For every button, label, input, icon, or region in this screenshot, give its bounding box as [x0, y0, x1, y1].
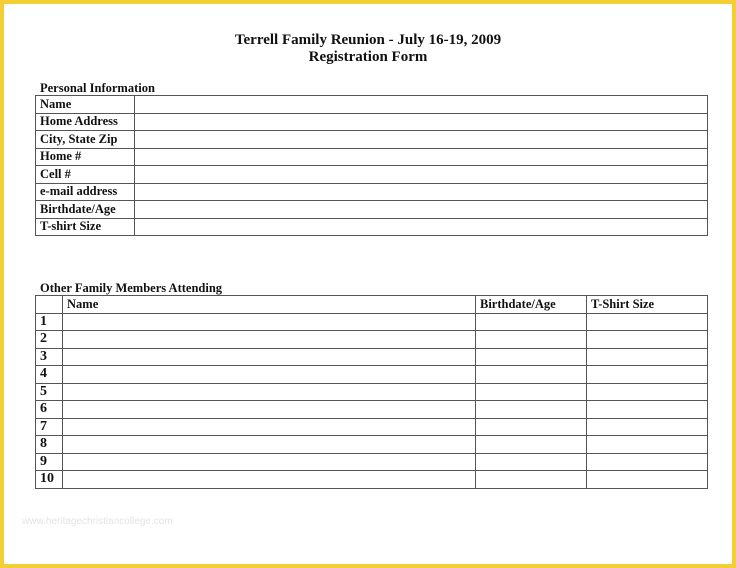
- column-header: Birthdate/Age: [476, 296, 587, 314]
- column-header: T-Shirt Size: [587, 296, 708, 314]
- tshirt-cell[interactable]: [587, 436, 708, 454]
- tshirt-cell[interactable]: [587, 418, 708, 436]
- watermark: www.heritagechristiancollege.com: [22, 516, 173, 527]
- form-title: [0, 32, 736, 66]
- table-header-row: [36, 296, 708, 314]
- row-number: 6: [36, 401, 63, 419]
- table-row: [36, 453, 708, 471]
- personal-row: [36, 131, 708, 149]
- field-input-cell[interactable]: [135, 131, 708, 149]
- name-cell[interactable]: [63, 331, 476, 349]
- field-input-cell[interactable]: [135, 96, 708, 114]
- field-input-cell[interactable]: [135, 218, 708, 236]
- birthdate-cell[interactable]: [476, 366, 587, 384]
- field-label: Home #: [36, 148, 135, 166]
- row-number: 10: [36, 471, 63, 489]
- birthdate-cell[interactable]: [476, 436, 587, 454]
- row-number: 4: [36, 366, 63, 384]
- personal-row: [36, 96, 708, 114]
- name-cell[interactable]: [63, 313, 476, 331]
- column-header: Name: [63, 296, 476, 314]
- title-line-2: Registration Form: [308, 49, 428, 65]
- family-section-label: Other Family Members Attending: [40, 281, 223, 295]
- table-row: [36, 401, 708, 419]
- table-row: [36, 436, 708, 454]
- tshirt-cell[interactable]: [587, 366, 708, 384]
- field-label: Cell #: [36, 166, 135, 184]
- name-cell[interactable]: [63, 383, 476, 401]
- field-label: e-mail address: [36, 183, 135, 201]
- tshirt-cell[interactable]: [587, 331, 708, 349]
- field-label: Birthdate/Age: [36, 201, 135, 219]
- table-row: [36, 348, 708, 366]
- field-label: Home Address: [36, 113, 135, 131]
- name-cell[interactable]: [63, 436, 476, 454]
- table-row: [36, 418, 708, 436]
- field-input-cell[interactable]: [135, 148, 708, 166]
- row-number: 8: [36, 436, 63, 454]
- birthdate-cell[interactable]: [476, 313, 587, 331]
- field-label: T-shirt Size: [36, 218, 135, 236]
- personal-row: [36, 113, 708, 131]
- personal-row: [36, 183, 708, 201]
- birthdate-cell[interactable]: [476, 348, 587, 366]
- name-cell[interactable]: [63, 418, 476, 436]
- field-input-cell[interactable]: [135, 201, 708, 219]
- table-row: [36, 383, 708, 401]
- personal-section-label: Personal Information: [40, 81, 155, 95]
- title-line-1: Terrell Family Reunion - July 16-19, 2009: [234, 32, 502, 48]
- name-cell[interactable]: [63, 366, 476, 384]
- birthdate-cell[interactable]: [476, 471, 587, 489]
- family-members-table: [35, 295, 708, 489]
- tshirt-cell[interactable]: [587, 313, 708, 331]
- birthdate-cell[interactable]: [476, 418, 587, 436]
- field-input-cell[interactable]: [135, 183, 708, 201]
- row-number: 7: [36, 418, 63, 436]
- birthdate-cell[interactable]: [476, 331, 587, 349]
- name-cell[interactable]: [63, 471, 476, 489]
- field-label: Name: [36, 96, 135, 114]
- tshirt-cell[interactable]: [587, 453, 708, 471]
- row-number: 5: [36, 383, 63, 401]
- birthdate-cell[interactable]: [476, 401, 587, 419]
- personal-row: [36, 148, 708, 166]
- name-cell[interactable]: [63, 401, 476, 419]
- tshirt-cell[interactable]: [587, 471, 708, 489]
- field-label: City, State Zip: [36, 131, 135, 149]
- tshirt-cell[interactable]: [587, 383, 708, 401]
- table-row: [36, 366, 708, 384]
- table-row: [36, 313, 708, 331]
- column-header: [36, 296, 63, 314]
- birthdate-cell[interactable]: [476, 453, 587, 471]
- row-number: 2: [36, 331, 63, 349]
- tshirt-cell[interactable]: [587, 401, 708, 419]
- personal-row: [36, 201, 708, 219]
- row-number: 9: [36, 453, 63, 471]
- personal-info-table: [35, 95, 708, 236]
- row-number: 1: [36, 313, 63, 331]
- table-row: [36, 471, 708, 489]
- personal-row: [36, 218, 708, 236]
- field-input-cell[interactable]: [135, 113, 708, 131]
- table-row: [36, 331, 708, 349]
- row-number: 3: [36, 348, 63, 366]
- field-input-cell[interactable]: [135, 166, 708, 184]
- personal-row: [36, 166, 708, 184]
- name-cell[interactable]: [63, 453, 476, 471]
- birthdate-cell[interactable]: [476, 383, 587, 401]
- name-cell[interactable]: [63, 348, 476, 366]
- tshirt-cell[interactable]: [587, 348, 708, 366]
